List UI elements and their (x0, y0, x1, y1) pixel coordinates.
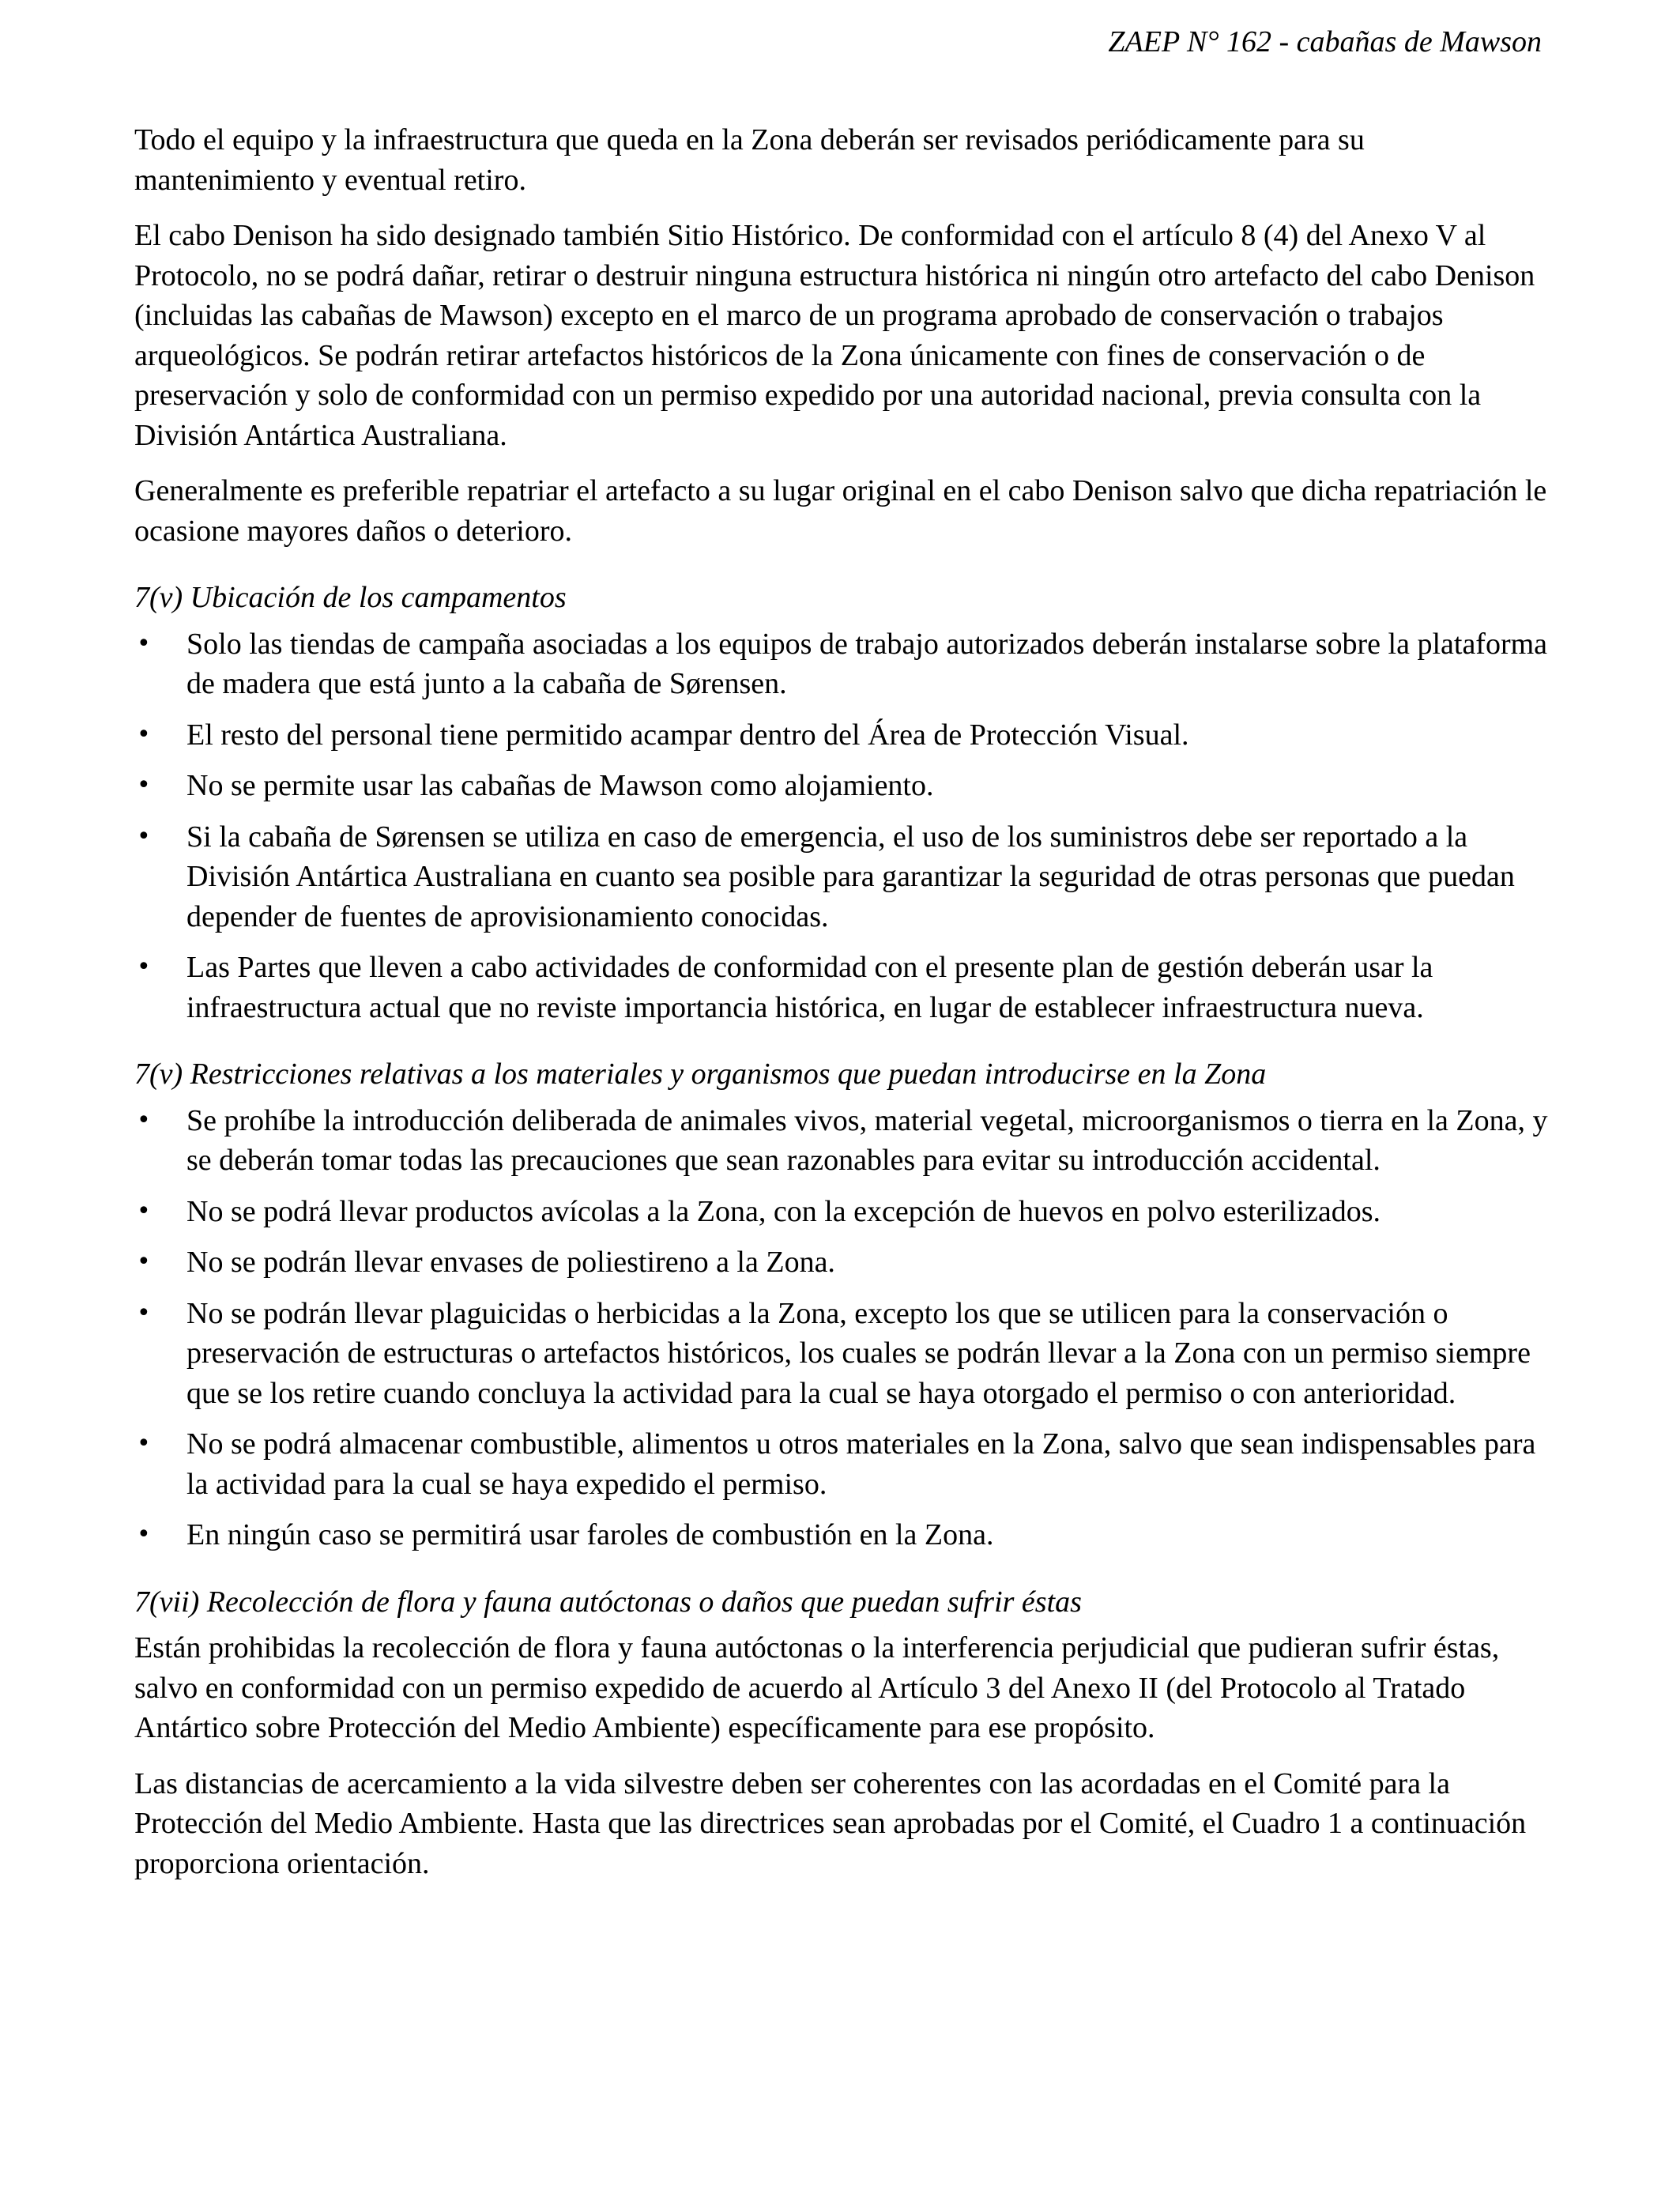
list-item-text: No se podrán llevar plaguicidas o herbicidas a la Zona, excepto los que se utilicen para la conservación o preservación de estructuras o artefactos históricos, los cuales se podrán llevar a la Zona con un permiso siempre que se los retire cuando concluya la actividad para la cual se haya otorgado el permiso o con anterioridad. (186, 1296, 1531, 1410)
list-item-text: No se podrán llevar envases de poliestireno a la Zona. (186, 1246, 835, 1279)
list-item (134, 715, 1549, 756)
document-body (134, 120, 1549, 1899)
list-item (134, 766, 1549, 806)
list-item-text: Solo las tiendas de campaña asociadas a los equipos de trabajo autorizados deberán instalarse sobre la plataforma de madera que está junto a la cabaña de Sørensen. (186, 627, 1548, 700)
paragraph-approach-distances: Las distancias de acercamiento a la vida silvestre deben ser coherentes con las acordadas en el Comité para la Protección del Medio Ambiente. Hasta que las directrices sean aprobadas por el Comité, el Cuadro 1 a continuación proporciona orientación. (134, 1766, 1527, 1880)
list-item-text: No se permite usar las cabañas de Mawson como alojamiento. (186, 769, 934, 802)
list-item-text: No se podrá almacenar combustible, alimentos u otros materiales en la Zona, salvo que sean indispensables para la actividad para la cual se haya expedido el permiso. (186, 1427, 1536, 1501)
list-item (134, 1515, 1549, 1555)
bullet-icon: • (137, 953, 151, 981)
bullet-icon: • (137, 1248, 151, 1276)
list-item-text: Si la cabaña de Sørensen se utiliza en caso de emergencia, el uso de los suministros debe ser reportado a la División Antártica Australiana en cuanto sea posible para garantizar la seguridad de otras personas que puedan depender de fuentes de aprovisionamiento conocidas. (186, 820, 1515, 933)
list-item (134, 1242, 1549, 1283)
bullet-icon: • (137, 629, 151, 658)
list-item (134, 1294, 1549, 1414)
list-item (134, 1192, 1549, 1232)
paragraph-repatriation: Generalmente es preferible repatriar el artefacto a su lugar original en el cabo Denison salvo que dicha repatriación le ocasione mayores daños o deterioro. (134, 474, 1547, 548)
list-item-text: El resto del personal tiene permitido acampar dentro del Área de Protección Visual. (186, 718, 1189, 752)
list-item (134, 1424, 1549, 1504)
list-item-text: Se prohíbe la introducción deliberada de animales vivos, material vegetal, microorganismos o tierra en la Zona, y se deberán tomar todas las precauciones que sean razonables para evitar su introducción accidental. (186, 1103, 1548, 1177)
paragraph-equipment-review: Todo el equipo y la infraestructura que queda en la Zona deberán ser revisados periódicamente para su mantenimiento y eventual retiro. (134, 123, 1365, 197)
section-heading-materials: 7(v) Restricciones relativas a los materiales y organismos que puedan introducirse en la Zona (134, 1057, 1267, 1091)
section-heading-flora-fauna: 7(vii) Recolección de flora y fauna autóctonas o daños que puedan sufrir éstas (134, 1585, 1082, 1619)
bullet-icon: • (137, 771, 151, 799)
bullet-icon: • (137, 1430, 151, 1457)
paragraph-historic-site: El cabo Denison ha sido designado también Sitio Histórico. De conformidad con el artículo 8 (4) del Anexo V al Protocolo, no se podrá dañar, retirar o destruir ninguna estructura histórica ni ningún otro artefacto del cabo Denison (incluidas las cabañas de Mawson) excepto en el marco de un programa aprobado de conservación o trabajos arqueológicos. Se podrán retirar artefactos históricos de la Zona únicamente con fines de conservación o de preservación y solo de conformidad con un permiso expedido por una autoridad nacional, previa consulta con la División Antártica Australiana. (134, 219, 1535, 452)
bullet-icon: • (137, 822, 151, 850)
list-item (134, 817, 1549, 937)
bullet-icon: • (137, 1197, 151, 1225)
materials-rules-list (134, 1101, 1549, 1555)
running-header: ZAEP N° 162 - cabañas de Mawson (1108, 25, 1542, 58)
list-item-text: En ningún caso se permitirá usar faroles de combustión en la Zona. (186, 1518, 994, 1551)
list-item (134, 1101, 1549, 1181)
list-item-text: Las Partes que lleven a cabo actividades de conformidad con el presente plan de gestión deberán usar la infraestructura actual que no reviste importancia histórica, en lugar de establecer infraestructura nueva. (186, 951, 1433, 1024)
bullet-icon: • (137, 1521, 151, 1548)
bullet-icon: • (137, 720, 151, 748)
section-heading-campsites: 7(v) Ubicación de los campamentos (134, 581, 567, 614)
list-item (134, 624, 1549, 704)
list-item (134, 948, 1549, 1027)
paragraph-flora-fauna-prohibition: Están prohibidas la recolección de flora y fauna autóctonas o la interferencia perjudicial que pudieran sufrir éstas, salvo en conformidad con un permiso expedido de acuerdo al Artículo 3 del Anexo II (del Protocolo al Tratado Antártico sobre Protección del Medio Ambiente) específicamente para ese propósito. (134, 1631, 1500, 1744)
campsite-rules-list (134, 624, 1549, 1028)
bullet-icon: • (137, 1106, 151, 1134)
list-item-text: No se podrá llevar productos avícolas a la Zona, con la excepción de huevos en polvo esterilizados. (186, 1194, 1381, 1228)
bullet-icon: • (137, 1299, 151, 1327)
